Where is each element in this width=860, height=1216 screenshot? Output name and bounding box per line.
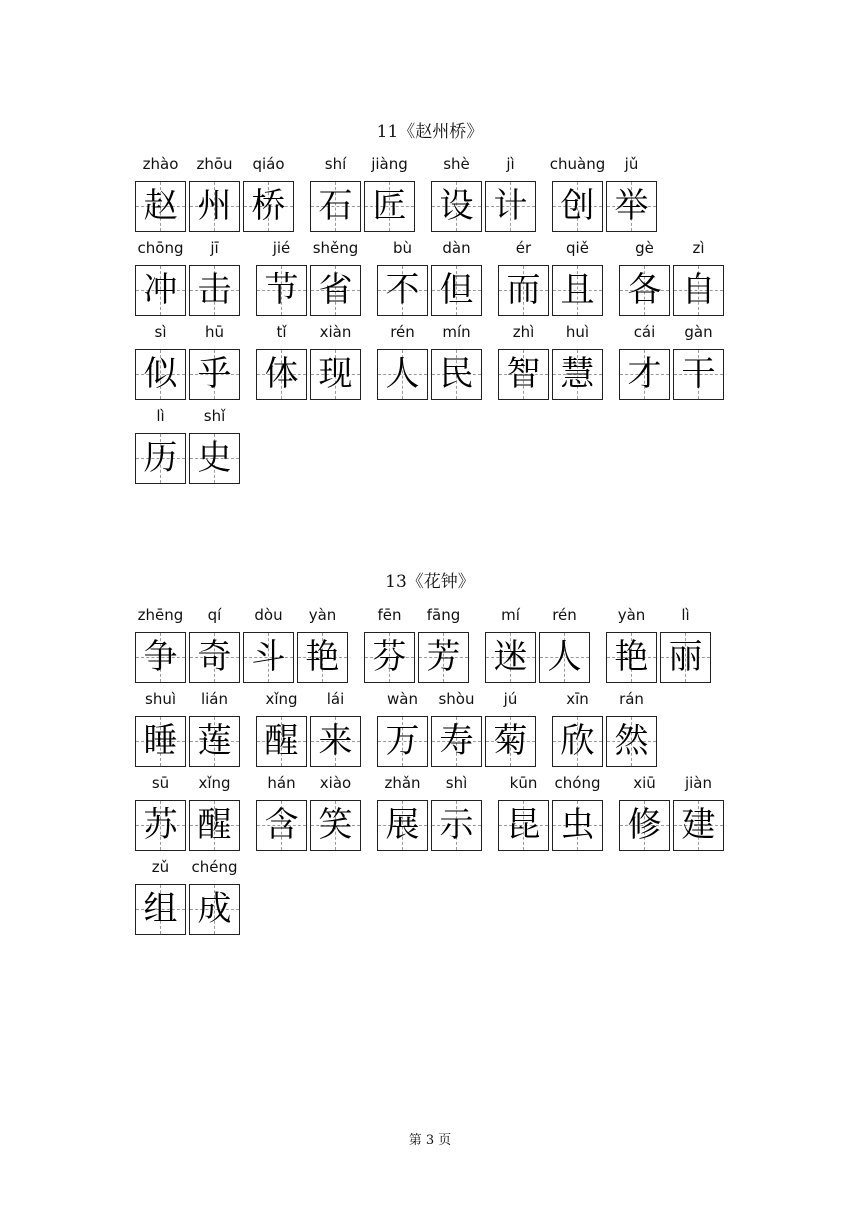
tianzige-grid-box bbox=[256, 716, 307, 767]
tianzige-grid-box bbox=[364, 632, 415, 683]
pinyin-label: jì bbox=[506, 155, 515, 173]
tianzige-grid-box bbox=[256, 349, 307, 400]
tianzige-grid-box bbox=[189, 433, 240, 484]
pinyin-label: yàn bbox=[617, 606, 646, 624]
hanzi-character: 艳 bbox=[305, 637, 340, 677]
hanzi-character: 展 bbox=[385, 805, 420, 845]
hanzi-character: 醒 bbox=[264, 721, 299, 761]
tianzige-grid-box bbox=[135, 433, 186, 484]
pinyin-label: lì bbox=[156, 407, 165, 425]
tianzige-grid-box bbox=[135, 265, 186, 316]
pinyin-label: zì bbox=[692, 239, 705, 257]
pinyin-label: wàn bbox=[387, 690, 418, 708]
hanzi-character: 莲 bbox=[197, 721, 232, 761]
tianzige-grid-box bbox=[431, 265, 482, 316]
tianzige-grid-box bbox=[243, 181, 294, 232]
tianzige-grid-box bbox=[606, 632, 657, 683]
tianzige-grid-box bbox=[310, 800, 361, 851]
pinyin-label: gàn bbox=[684, 323, 713, 341]
tianzige-grid-box bbox=[498, 800, 549, 851]
tianzige-grid-box bbox=[673, 349, 724, 400]
pinyin-label: xǐng bbox=[265, 690, 298, 708]
tianzige-grid-box bbox=[189, 884, 240, 935]
pinyin-label: shuì bbox=[145, 690, 176, 708]
section-title: 11《赵州桥》 bbox=[376, 122, 484, 142]
hanzi-character: 睡 bbox=[143, 721, 178, 761]
tianzige-grid-box bbox=[377, 265, 428, 316]
hanzi-character: 州 bbox=[197, 186, 232, 226]
pinyin-label: xǐng bbox=[198, 774, 231, 792]
hanzi-character: 建 bbox=[681, 805, 716, 845]
pinyin-label: fāng bbox=[426, 606, 461, 624]
section-title: 13《花钟》 bbox=[385, 572, 475, 592]
hanzi-character: 人 bbox=[547, 637, 582, 677]
hanzi-character: 击 bbox=[197, 270, 232, 310]
tianzige-grid-box bbox=[431, 716, 482, 767]
tianzige-grid-box bbox=[431, 349, 482, 400]
hanzi-character: 含 bbox=[264, 805, 299, 845]
pinyin-label: chóng bbox=[554, 774, 601, 792]
hanzi-character: 成 bbox=[197, 889, 232, 929]
tianzige-grid-box bbox=[135, 181, 186, 232]
hanzi-character: 艳 bbox=[614, 637, 649, 677]
hanzi-character: 迷 bbox=[493, 637, 528, 677]
hanzi-character: 才 bbox=[627, 354, 662, 394]
pinyin-label: chuàng bbox=[549, 155, 606, 173]
hanzi-character: 来 bbox=[318, 721, 353, 761]
hanzi-character: 节 bbox=[264, 270, 299, 310]
hanzi-character: 创 bbox=[560, 186, 595, 226]
pinyin-label: lì bbox=[681, 606, 690, 624]
pinyin-label: fēn bbox=[377, 606, 402, 624]
hanzi-character: 举 bbox=[614, 186, 649, 226]
pinyin-label: dòu bbox=[254, 606, 283, 624]
hanzi-character: 昆 bbox=[506, 805, 541, 845]
tianzige-grid-box bbox=[498, 265, 549, 316]
tianzige-grid-box bbox=[660, 632, 711, 683]
tianzige-grid-box bbox=[552, 349, 603, 400]
tianzige-grid-box bbox=[485, 181, 536, 232]
hanzi-character: 醒 bbox=[197, 805, 232, 845]
pinyin-label: lián bbox=[200, 690, 229, 708]
pinyin-label: jiàng bbox=[371, 155, 408, 173]
pinyin-label: rán bbox=[619, 690, 644, 708]
tianzige-grid-box bbox=[673, 265, 724, 316]
tianzige-grid-box bbox=[539, 632, 590, 683]
tianzige-grid-box bbox=[135, 884, 186, 935]
tianzige-grid-box bbox=[619, 800, 670, 851]
tianzige-grid-box bbox=[552, 716, 603, 767]
tianzige-grid-box bbox=[310, 265, 361, 316]
pinyin-label: shí bbox=[324, 155, 347, 173]
hanzi-character: 万 bbox=[385, 721, 420, 761]
hanzi-character: 示 bbox=[439, 805, 474, 845]
tianzige-grid-box bbox=[673, 800, 724, 851]
hanzi-character: 组 bbox=[143, 889, 178, 929]
hanzi-character: 桥 bbox=[251, 186, 286, 226]
hanzi-character: 争 bbox=[143, 637, 178, 677]
pinyin-label: qiě bbox=[566, 239, 589, 257]
tianzige-grid-box bbox=[135, 800, 186, 851]
hanzi-character: 省 bbox=[318, 270, 353, 310]
hanzi-character: 寿 bbox=[439, 721, 474, 761]
hanzi-character: 丽 bbox=[668, 637, 703, 677]
pinyin-label: jǔ bbox=[624, 155, 639, 173]
tianzige-grid-box bbox=[297, 632, 348, 683]
tianzige-grid-box bbox=[189, 265, 240, 316]
pinyin-label: chōng bbox=[137, 239, 184, 257]
tianzige-grid-box bbox=[310, 716, 361, 767]
pinyin-label: hū bbox=[204, 323, 224, 341]
pinyin-label: jiàn bbox=[684, 774, 713, 792]
hanzi-character: 石 bbox=[318, 186, 353, 226]
tianzige-grid-box bbox=[431, 800, 482, 851]
pinyin-label: qiáo bbox=[252, 155, 285, 173]
pinyin-label: xīn bbox=[566, 690, 589, 708]
pinyin-label: bù bbox=[392, 239, 413, 257]
hanzi-character: 芬 bbox=[372, 637, 407, 677]
hanzi-character: 斗 bbox=[251, 637, 286, 677]
hanzi-character: 计 bbox=[493, 186, 528, 226]
pinyin-label: jié bbox=[272, 239, 291, 257]
pinyin-label: sì bbox=[154, 323, 167, 341]
pinyin-label: yàn bbox=[308, 606, 337, 624]
tianzige-grid-box bbox=[310, 181, 361, 232]
pinyin-label: sū bbox=[151, 774, 170, 792]
pinyin-label: zhào bbox=[142, 155, 179, 173]
pinyin-label: cái bbox=[633, 323, 656, 341]
tianzige-grid-box bbox=[189, 349, 240, 400]
tianzige-grid-box bbox=[189, 181, 240, 232]
tianzige-grid-box bbox=[485, 632, 536, 683]
hanzi-character: 民 bbox=[439, 354, 474, 394]
pinyin-label: xiào bbox=[319, 774, 352, 792]
tianzige-grid-box bbox=[189, 716, 240, 767]
pinyin-label: xiàn bbox=[319, 323, 352, 341]
pinyin-label: huì bbox=[565, 323, 590, 341]
tianzige-grid-box bbox=[135, 632, 186, 683]
tianzige-grid-box bbox=[485, 716, 536, 767]
pinyin-label: zhōu bbox=[196, 155, 233, 173]
hanzi-character: 然 bbox=[614, 721, 649, 761]
tianzige-grid-box bbox=[431, 181, 482, 232]
hanzi-character: 笑 bbox=[318, 805, 353, 845]
pinyin-label: zhǎn bbox=[384, 774, 421, 792]
hanzi-character: 匠 bbox=[372, 186, 407, 226]
hanzi-character: 人 bbox=[385, 354, 420, 394]
pinyin-label: chéng bbox=[191, 858, 238, 876]
hanzi-character: 且 bbox=[560, 270, 595, 310]
hanzi-character: 欣 bbox=[560, 721, 595, 761]
tianzige-grid-box bbox=[552, 800, 603, 851]
tianzige-grid-box bbox=[619, 349, 670, 400]
tianzige-grid-box bbox=[498, 349, 549, 400]
hanzi-character: 现 bbox=[318, 354, 353, 394]
hanzi-character: 菊 bbox=[493, 721, 528, 761]
tianzige-grid-box bbox=[377, 716, 428, 767]
hanzi-character: 自 bbox=[681, 270, 716, 310]
pinyin-label: hán bbox=[267, 774, 296, 792]
hanzi-character: 奇 bbox=[197, 637, 232, 677]
tianzige-grid-box bbox=[256, 800, 307, 851]
pinyin-label: qí bbox=[207, 606, 222, 624]
tianzige-grid-box bbox=[364, 181, 415, 232]
tianzige-grid-box bbox=[377, 349, 428, 400]
pinyin-label: kūn bbox=[509, 774, 538, 792]
tianzige-grid-box bbox=[418, 632, 469, 683]
tianzige-grid-box bbox=[189, 632, 240, 683]
tianzige-grid-box bbox=[256, 265, 307, 316]
tianzige-grid-box bbox=[135, 349, 186, 400]
pinyin-label: shǐ bbox=[203, 407, 226, 425]
tianzige-grid-box bbox=[552, 265, 603, 316]
pinyin-label: mí bbox=[501, 606, 520, 624]
tianzige-grid-box bbox=[606, 181, 657, 232]
tianzige-grid-box bbox=[619, 265, 670, 316]
pinyin-label: ér bbox=[515, 239, 532, 257]
hanzi-character: 各 bbox=[627, 270, 662, 310]
hanzi-character: 设 bbox=[439, 186, 474, 226]
hanzi-character: 冲 bbox=[143, 270, 178, 310]
hanzi-character: 干 bbox=[681, 354, 716, 394]
pinyin-label: zhēng bbox=[137, 606, 184, 624]
pinyin-label: xiū bbox=[633, 774, 656, 792]
pinyin-label: jú bbox=[503, 690, 518, 708]
pinyin-label: dàn bbox=[442, 239, 471, 257]
tianzige-grid-box bbox=[552, 181, 603, 232]
pinyin-label: gè bbox=[635, 239, 654, 257]
tianzige-grid-box bbox=[243, 632, 294, 683]
tianzige-grid-box bbox=[189, 800, 240, 851]
pinyin-label: shì bbox=[445, 774, 468, 792]
tianzige-grid-box bbox=[377, 800, 428, 851]
hanzi-character: 苏 bbox=[143, 805, 178, 845]
hanzi-character: 体 bbox=[264, 354, 299, 394]
hanzi-character: 虫 bbox=[560, 805, 595, 845]
hanzi-character: 赵 bbox=[143, 186, 178, 226]
pinyin-label: rén bbox=[552, 606, 577, 624]
tianzige-grid-box bbox=[135, 716, 186, 767]
hanzi-character: 乎 bbox=[197, 354, 232, 394]
hanzi-character: 修 bbox=[627, 805, 662, 845]
pinyin-label: shè bbox=[443, 155, 470, 173]
hanzi-character: 似 bbox=[143, 354, 178, 394]
pinyin-label: shěng bbox=[312, 239, 359, 257]
pinyin-label: zǔ bbox=[151, 858, 170, 876]
hanzi-character: 历 bbox=[143, 438, 178, 478]
hanzi-character: 但 bbox=[439, 270, 474, 310]
hanzi-character: 而 bbox=[506, 270, 541, 310]
hanzi-character: 不 bbox=[385, 270, 420, 310]
pinyin-label: lái bbox=[326, 690, 345, 708]
tianzige-grid-box bbox=[310, 349, 361, 400]
hanzi-character: 智 bbox=[506, 354, 541, 394]
pinyin-label: tǐ bbox=[276, 323, 287, 341]
pinyin-label: rén bbox=[390, 323, 415, 341]
pinyin-label: jī bbox=[210, 239, 219, 257]
page-number: 第 3 页 bbox=[408, 1133, 452, 1148]
hanzi-character: 史 bbox=[197, 438, 232, 478]
tianzige-grid-box bbox=[606, 716, 657, 767]
pinyin-label: shòu bbox=[438, 690, 475, 708]
pinyin-label: zhì bbox=[512, 323, 535, 341]
hanzi-character: 芳 bbox=[426, 637, 461, 677]
pinyin-label: mín bbox=[442, 323, 471, 341]
hanzi-character: 慧 bbox=[560, 354, 595, 394]
